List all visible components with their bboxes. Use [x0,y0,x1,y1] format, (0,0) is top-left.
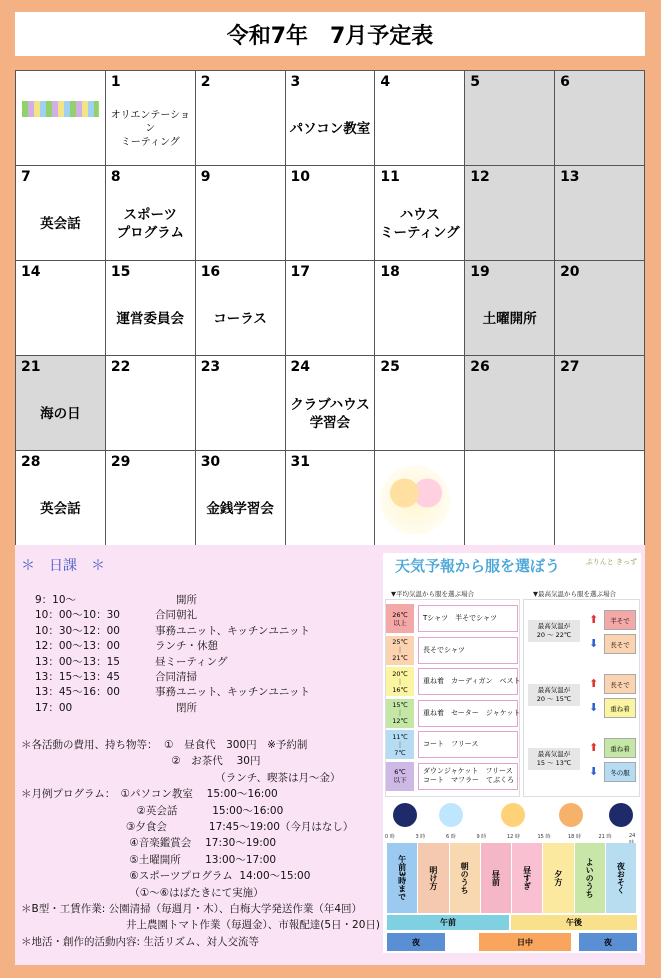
arrow-up-icon: ⬆ [589,613,599,626]
day-number: 24 [290,359,311,375]
pm-bar: 午後 [511,915,637,930]
schedule-row [35,670,310,685]
day-number: 17 [290,264,311,280]
day-number: 28 [21,454,41,470]
am-bar: 午前 [387,915,509,930]
clothing-suggestion: Tシャツ 半そでシャツ [418,605,518,632]
schedule-row [35,593,310,608]
schedule-row [35,685,310,700]
day-cell-12 [465,166,555,261]
calendar-grid [15,70,645,546]
schedule-row [35,608,310,623]
clothing-suggestion: ダウンジャケット フリース コート マフラー てぶくろ [418,763,518,790]
temp-range: 25℃ ｜ 21℃ [386,636,414,665]
event-label: 金銭学習会 [206,500,274,517]
day-number: 15 [110,264,131,280]
day-number: 5 [470,74,480,90]
warmer-clothing: 長そで [604,674,636,694]
day-cell-4 [375,71,465,166]
hour-tick: 9 時 [476,834,487,840]
temp-row [386,730,519,759]
arrow-up-icon: ⬆ [589,741,599,754]
temp-range: 6℃ 以下 [386,762,414,791]
empty-cell [16,71,106,166]
arrow-down-icon: ⬇ [589,701,599,714]
event-label: 英会話 [40,215,81,232]
time-periods [387,843,637,913]
clothing-suggestion: 重ね着 セーター ジャケット [418,700,518,727]
temp-row [386,667,519,696]
day-cell-2 [195,71,285,166]
day-cell-19 [465,261,555,356]
event-label: 運営委員会 [116,310,185,327]
clothing-suggestion: コート フリース [418,731,518,758]
hour-tick: 12 時 [507,834,520,840]
day-number: 7 [21,169,31,185]
cooler-clothing: 冬の服 [604,762,636,782]
time-period: 夜おそく [606,843,637,913]
sunset-icon [559,803,583,827]
schedule-activity: 合同清掃 [155,671,197,684]
time-period: よいのうち [575,843,606,913]
time-period: 午前3時まで [387,843,418,913]
day-number: 16 [200,264,221,280]
day-cell-6 [555,71,645,166]
day-cell-24 [285,356,375,451]
max-temp-table [523,599,640,797]
orihime-hikoboshi-icon [380,465,450,535]
day-number: 29 [110,454,131,470]
schedule-activity: 閉所 [155,701,197,714]
info-panel [15,545,645,965]
day-cell-26 [465,356,555,451]
day-number: 10 [290,169,311,185]
temp-row [386,762,519,791]
moon-icon [393,803,417,827]
arrow-down-icon: ⬇ [589,765,599,778]
temp-row [386,604,519,633]
day-number: 14 [21,264,41,280]
temp-row [386,636,519,665]
empty-cell [375,451,465,546]
cooler-clothing: 重ね着 [604,698,636,718]
temp-row [386,699,519,728]
schedule-activity: 昼ミーティング [155,655,228,668]
schedule-activity: 事務ユニット、キッチンユニット [155,686,310,699]
time-period: 昼前 [481,843,512,913]
time-period: 夕方 [543,843,574,913]
day-number: 26 [470,359,490,375]
schedule-time: 13：45～16：00 [35,686,120,699]
tanabata-garland-icon [22,93,99,133]
event-label: パソコン教室 [289,120,371,137]
hour-tick: 21 時 [598,834,612,840]
clothing-suggestion: 長そでシャツ [418,637,518,664]
day-number: 18 [380,264,400,280]
empty-cell [465,451,555,546]
day-cell-25 [375,356,465,451]
day-number: 27 [560,359,580,375]
event-label: 土曜開所 [482,310,537,327]
day-number: 21 [21,359,41,375]
max-temp-range: 最高気温が 20 ～ 15℃ [528,684,580,706]
day-cell-22 [105,356,195,451]
daytime-bar: 日中 [479,933,571,951]
weather-title: 天気予報から服を選ぼう [395,557,561,575]
hour-tick: 18 時 [568,834,581,840]
schedule-time: 12：00～13：00 [35,640,120,653]
day-cell-27 [555,356,645,451]
warmer-clothing: 重ね着 [604,738,636,758]
schedule-row [35,624,310,639]
day-number: 22 [110,359,131,375]
schedule-row [35,701,310,716]
night-bar: 夜 [387,933,445,951]
warmer-clothing: 半そで [604,610,636,630]
max-temp-heading: ▼最高気温から服を選ぶ場合 [533,590,616,598]
day-number: 13 [560,169,580,185]
event-label: クラブハウス 学習会 [290,396,370,431]
day-number: 11 [380,169,400,185]
day-cell-11 [375,166,465,261]
day-number: 19 [470,264,490,280]
day-cell-10 [285,166,375,261]
event-label: 英会話 [40,500,81,517]
day-cell-13 [555,166,645,261]
day-number: 25 [380,359,400,375]
max-temp-range: 最高気温が 15 ～ 13℃ [528,748,580,770]
time-period: 明け方 [418,843,449,913]
schedule-time: 13：00～13：15 [35,655,120,668]
schedule-time: 9：10～ [35,594,77,606]
temp-range: 20℃ ｜ 16℃ [386,667,414,696]
temp-range: 11℃ ｜ 7℃ [386,730,414,759]
event-label: ハウス ミーティング [379,206,460,241]
day-cell-1 [105,71,195,166]
arrow-up-icon: ⬆ [589,677,599,690]
day-cell-9 [195,166,285,261]
hour-tick: 3 時 [415,834,426,840]
time-period: 朝のうち [450,843,481,913]
hour-tick: 15 時 [537,834,551,840]
day-number: 12 [470,169,490,185]
daily-schedule [35,593,310,716]
schedule-heading: ＊ 日課 ＊ [21,558,105,574]
day-cell-16 [195,261,285,356]
page-title: 令和7年 7月予定表 [15,12,645,56]
time-period: 昼すぎ [512,843,543,913]
schedule-activity: ランチ・休憩 [155,640,218,653]
day-number: 31 [290,454,311,470]
avg-temp-heading: ▼平均気温から服を選ぶ場合 [391,590,474,598]
event-label: コーラス [213,310,267,327]
event-label: オリエンテーション ミーティング [110,109,190,148]
day-cell-3 [285,71,375,166]
avg-temp-table [385,599,520,797]
schedule-activity: 開所 [155,594,197,606]
moon-icon [609,803,633,827]
day-cell-28 [16,451,106,546]
empty-cell [555,451,645,546]
schedule-row [35,655,310,670]
cooler-clothing: 長そで [604,634,636,654]
temp-range: 26℃ 以上 [386,604,414,633]
day-cell-17 [285,261,375,356]
temp-range: 15℃ ｜ 12℃ [386,699,414,728]
day-number: 1 [110,74,121,90]
day-cell-8 [105,166,195,261]
day-number: 6 [560,74,570,90]
day-number: 30 [200,454,221,470]
weather-clothing-guide [383,553,641,953]
schedule-time: 10：30～12：00 [35,624,120,637]
day-cell-29 [105,451,195,546]
schedule-row [35,639,310,654]
site-logo: ぷりんと きっず [585,558,637,566]
schedule-time: 10：00～10：30 [35,609,120,622]
day-cell-14 [16,261,106,356]
day-number: 20 [560,264,580,280]
day-cell-30 [195,451,285,546]
day-number: 4 [380,74,391,90]
day-cell-15 [105,261,195,356]
sunrise-icon [439,803,463,827]
schedule-time: 13：15～13：45 [35,671,120,684]
day-number: 3 [290,74,301,90]
event-label: スポーツ プログラム [116,206,184,241]
day-cell-20 [555,261,645,356]
day-cell-31 [285,451,375,546]
clothing-suggestion: 重ね着 カーディガン ベスト [418,668,518,695]
max-temp-range: 最高気温が 20 ～ 22℃ [528,620,580,642]
day-cell-5 [465,71,555,166]
night-bar: 夜 [579,933,637,951]
day-number: 2 [200,74,211,90]
day-number: 8 [110,169,121,185]
schedule-activity: 事務ユニット、キッチンユニット [155,624,310,637]
hour-tick: 6 時 [446,834,456,840]
program-notes: ＊各活動の費用、持ち物等： ① 昼食代 300円 ※予約制 ② お茶代 30円 （ランチ、喫茶は月～金） ＊月例プログラム： ①パソコン教室 15:00～16:00 ②英会話 15:00～16:00 ③夕食会 17:45～19:00（今月はなし） ④音楽鑑賞会 17:30～19:00 ⑤土曜開所 13:00～17:00 ⑥スポーツプログラム 14:00～15:00 （①～⑥はばたきにて実施） ＊B型・工賃作業: 公園清掃（毎週月・木）、白梅大学発送作業（年4回） 井上農園トマト作業（毎週金）、市報配達(5日・20日) ＊地活・創作的活動内容: 生活リズム、対人交流等 [21,739,380,948]
day-number: 23 [200,359,221,375]
day-cell-21 [16,356,106,451]
hour-tick: 24 [629,833,636,839]
arrow-down-icon: ⬇ [589,637,599,650]
hour-tick: 0 時 [385,834,395,840]
schedule-activity: 合同朝礼 [155,609,197,622]
day-cell-7 [16,166,106,261]
day-number: 9 [200,169,211,185]
day-cell-18 [375,261,465,356]
sun-icon [501,803,525,827]
schedule-time: 17：00 [35,701,73,714]
day-cell-23 [195,356,285,451]
event-label: 海の日 [40,405,81,422]
